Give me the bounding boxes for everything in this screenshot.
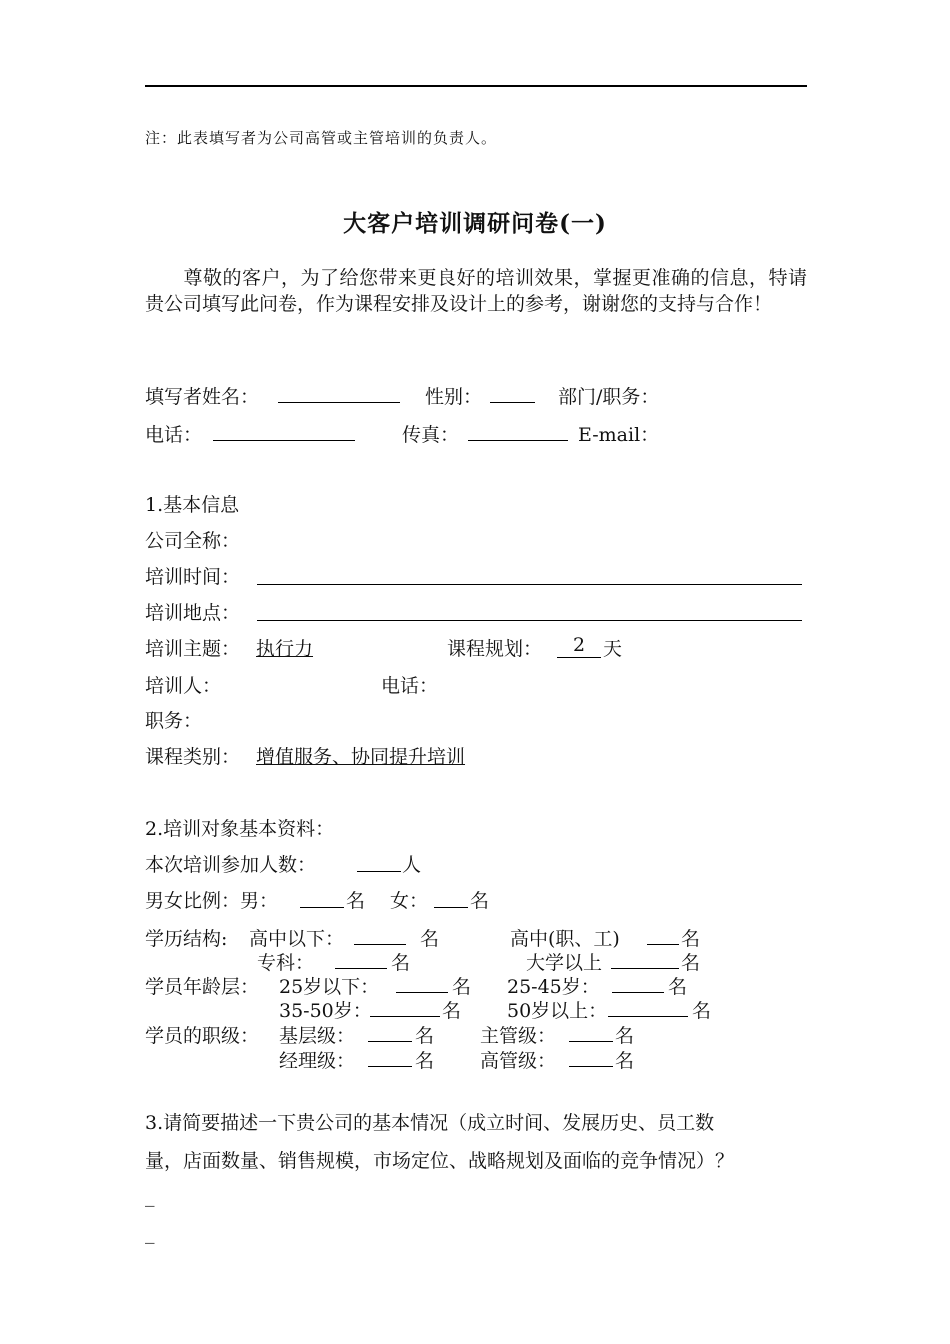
age-2-label: 25-45岁：: [507, 976, 600, 998]
rank-label: 学员的职级：: [145, 1025, 260, 1047]
edu-below-hs-label: 高中以下：: [249, 928, 345, 950]
section1-heading: 1.基本信息: [145, 494, 240, 516]
age-1-unit: 名: [452, 976, 472, 998]
edu-label: 学历结构:: [145, 928, 228, 950]
place-label: 培训地点：: [145, 602, 241, 624]
top-rule: [145, 85, 807, 87]
count-unit: 人: [402, 854, 422, 876]
note-text: 注：此表填写者为公司高管或主管培训的负责人。: [145, 129, 498, 147]
page-title: 大客户培训调研问卷(一): [343, 210, 607, 237]
male-count-field[interactable]: [300, 907, 344, 908]
age-4-label: 50岁以上：: [507, 1000, 608, 1022]
edu-univ-label: 大学以上: [526, 952, 603, 974]
rank-1-label: 基层级：: [279, 1025, 356, 1047]
ratio-label: 男女比例：男：: [145, 890, 279, 912]
edu-univ-unit: 名: [681, 952, 701, 974]
fax-field[interactable]: [468, 440, 568, 441]
rank-4-unit: 名: [615, 1050, 635, 1072]
company-label: 公司全称：: [145, 530, 241, 552]
gender-label: 性别：: [425, 386, 483, 408]
time-label: 培训时间：: [145, 566, 241, 588]
count-label: 本次培训参加人数：: [145, 854, 317, 876]
trainer-label: 培训人：: [145, 675, 222, 697]
fax-label: 传真：: [402, 424, 460, 446]
phone-label: 电话：: [145, 424, 203, 446]
rank-3-unit: 名: [415, 1050, 435, 1072]
rank-1-field[interactable]: [368, 1041, 412, 1042]
intro-paragraph: [145, 265, 807, 317]
edu-college-field[interactable]: [335, 968, 387, 969]
rank-2-field[interactable]: [569, 1041, 613, 1042]
rank-4-field[interactable]: [569, 1066, 613, 1067]
plan-days: 2: [557, 634, 601, 658]
edu-below-hs-field[interactable]: [354, 944, 406, 945]
section2-heading: 2.培训对象基本资料：: [145, 818, 335, 840]
age-2-field[interactable]: [612, 992, 664, 993]
age-1-label: 25岁以下：: [279, 976, 380, 998]
edu-univ-field[interactable]: [611, 968, 679, 969]
age-3-unit: 名: [442, 1000, 462, 1022]
filler-name-label: 填写者姓名：: [145, 386, 260, 408]
trainer-phone-label: 电话：: [381, 675, 439, 697]
age-4-unit: 名: [692, 1000, 712, 1022]
edu-college-unit: 名: [391, 952, 411, 974]
dept-label: 部门/职务：: [558, 386, 660, 408]
email-label: E-mail：: [578, 424, 660, 446]
answer-blank-1[interactable]: _: [145, 1185, 155, 1207]
edu-hs-unit: 名: [681, 928, 701, 950]
rank-1-unit: 名: [415, 1025, 435, 1047]
male-unit: 名: [346, 890, 366, 912]
rank-2-label: 主管级：: [480, 1025, 557, 1047]
age-3-label: 35-50岁：: [279, 1000, 372, 1022]
rank-2-unit: 名: [615, 1025, 635, 1047]
rank-3-label: 经理级：: [279, 1050, 356, 1072]
topic-label: 培训主题：: [145, 638, 241, 660]
female-count-field[interactable]: [434, 907, 468, 908]
rank-4-label: 高管级：: [480, 1050, 557, 1072]
age-3-field[interactable]: [370, 1016, 440, 1017]
answer-blank-2[interactable]: _: [145, 1222, 155, 1244]
plan-label: 课程规划：: [447, 638, 543, 660]
plan-unit: 天: [603, 638, 623, 660]
edu-college-label: 专科：: [257, 952, 315, 974]
female-label: 女：: [390, 890, 429, 912]
position-label: 职务：: [145, 710, 203, 732]
age-label: 学员年龄层：: [145, 976, 260, 998]
intro-text: 尊敬的客户，为了给您带来更良好的培训效果，掌握更准确的信息，特请贵公司填写此问卷，作为课程安排及设计上的参考，谢谢您的支持与合作！: [145, 267, 807, 315]
female-unit: 名: [470, 890, 490, 912]
topic-value: 执行力: [256, 638, 314, 660]
section3-line-2: 量，店面数量、销售规模，市场定位、战略规划及面临的竞争情况）？: [145, 1150, 735, 1172]
section3-line-1: 3.请简要描述一下贵公司的基本情况（成立时间、发展历史、员工数: [145, 1112, 715, 1134]
place-field[interactable]: [257, 620, 802, 621]
time-field[interactable]: [257, 584, 802, 585]
age-1-field[interactable]: [396, 992, 448, 993]
edu-below-hs-unit: 名: [420, 928, 440, 950]
age-4-field[interactable]: [608, 1016, 688, 1017]
age-2-unit: 名: [668, 976, 688, 998]
category-value: 增值服务、协同提升培训: [256, 746, 466, 768]
filler-name-field[interactable]: [278, 402, 400, 403]
edu-hs-label: 高中(职、工): [510, 928, 620, 950]
count-field[interactable]: [357, 871, 401, 872]
category-label: 课程类别：: [145, 746, 241, 768]
gender-field[interactable]: [490, 402, 535, 403]
edu-hs-field[interactable]: [647, 944, 679, 945]
rank-3-field[interactable]: [368, 1066, 412, 1067]
phone-field[interactable]: [213, 440, 355, 441]
